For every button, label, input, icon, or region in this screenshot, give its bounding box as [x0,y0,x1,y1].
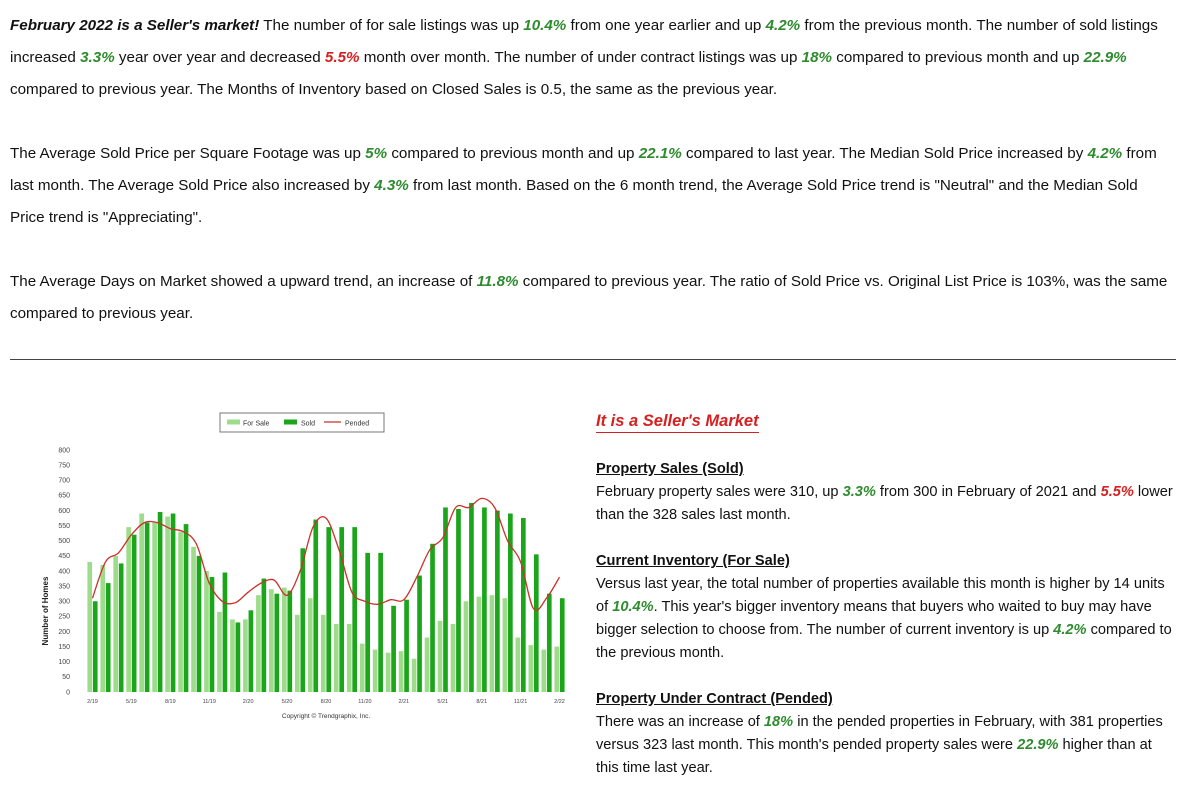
text: Versus last year, the total number of properties available this month is higher by 14 units of [596,576,1165,615]
text: February property sales were 310, up [596,484,843,500]
x-tick-label: 11/20 [358,699,372,705]
bar-for-sale [113,556,118,692]
bar-for-sale [204,571,209,692]
y-tick-label: 250 [58,613,70,621]
y-tick-label: 150 [58,643,70,651]
market-chart [36,410,576,730]
value-green: 3.3% [80,49,115,66]
bar-for-sale [230,619,235,692]
text: The number of for sale listings was up [259,17,524,34]
y-tick-label: 750 [58,462,70,470]
value-green: 22.9% [1083,49,1127,66]
text: from last month. Based on the 6 month trend, the Average Sold Price trend is "Neutral" and the Median Sold Price trend is "Appreciating". [10,177,1138,226]
y-tick-label: 800 [58,447,70,455]
section-current-inventory [596,550,1176,665]
bar-for-sale [360,644,365,692]
summary-paragraph-days-on-market [10,266,1176,330]
bar-sold [275,594,280,692]
legend-label-pended: Pended [345,420,370,428]
horizontal-divider [10,359,1176,360]
y-tick-label: 50 [62,674,70,682]
text: compared to previous year. The Months of Inventory based on Closed Sales is 0.5, the same as the previous year. [10,81,778,98]
bar-sold [287,591,292,692]
bar-for-sale [139,514,144,692]
x-tick-label: 8/21 [476,699,488,705]
y-tick-label: 300 [58,598,70,606]
summary-paragraph-price [10,138,1176,234]
bar-for-sale [451,624,456,692]
bar-for-sale [412,659,417,692]
bar-sold [326,527,331,692]
bar-for-sale [178,532,183,692]
text: . This year's bigger inventory means that buyers who waited to buy may have bigger selection to choose from. The number of current inventory is up [596,599,1152,638]
legend-label-sold: Sold [301,420,316,428]
bar-for-sale [308,598,313,692]
bar-sold [508,514,513,692]
text: There was an increase of [596,714,764,730]
chart-bars [87,503,564,692]
legend-swatch-for-sale [227,420,240,425]
bar-for-sale [425,638,430,692]
bar-for-sale [152,523,157,692]
bar-for-sale [373,650,378,692]
bar-sold [236,622,241,692]
chart-line [93,498,560,610]
bar-for-sale [541,650,546,692]
legend-label-for-sale: For Sale [243,420,270,428]
section-heading-inventory: Current Inventory (For Sale) [596,553,790,569]
x-tick-label: 8/19 [164,699,176,705]
text: The Average Days on Market showed a upward trend, an increase of [10,273,477,290]
y-tick-label: 0 [66,689,70,697]
bar-for-sale [100,565,105,692]
bar-sold [495,511,500,693]
x-tick-label: 2/22 [554,699,565,705]
x-tick-label: 5/21 [437,699,449,705]
bar-sold [93,601,98,692]
section-property-sales [596,458,1176,527]
bar-sold [456,509,461,692]
bar-sold [365,553,370,692]
value-green: 3.3% [842,484,876,500]
bar-sold [417,576,422,692]
x-tick-label: 5/19 [126,699,137,705]
x-tick-label: 2/21 [398,699,410,705]
value-green: 4.2% [765,17,801,34]
bar-for-sale [191,547,196,692]
bar-for-sale [87,562,92,692]
value-green: 11.8% [476,273,519,290]
text: higher than at this time last year. [596,737,1152,776]
bar-sold [430,544,435,692]
bar-sold [158,512,163,692]
bar-for-sale [321,615,326,692]
text: compared to the previous month. [596,622,1172,661]
value-green: 22.1% [638,145,682,162]
bar-sold [378,553,383,692]
value-green: 18% [763,714,794,730]
text: year over year and decreased [114,49,325,66]
y-tick-label: 700 [58,477,70,485]
chart-copyright: Copyright © Trendgraphix, Inc. [281,713,371,720]
y-tick-label: 100 [58,659,70,667]
y-tick-label: 550 [58,522,70,530]
y-axis-label: Number of Homes [41,576,50,646]
x-axis [87,699,565,705]
bar-for-sale [165,517,170,692]
text: lower than the 328 sales last month. [596,484,1173,523]
bar-sold [313,520,318,692]
bar-for-sale [386,653,391,692]
bar-sold [521,518,526,692]
bar-for-sale [243,619,248,692]
bar-sold [469,503,474,692]
bar-sold [391,606,396,692]
bar-for-sale [464,601,469,692]
bar-sold [210,577,215,692]
x-tick-label: 5/20 [281,699,293,705]
market-chart-svg [36,410,576,730]
bar-for-sale [347,624,352,692]
text: The Average Sold Price per Square Footage was up [10,145,366,162]
bar-for-sale [269,589,274,692]
value-red: 5.5% [1100,484,1134,500]
value-green: 5% [365,145,388,162]
bar-sold [404,600,409,692]
value-green: 18% [801,49,833,66]
text: from one year earlier and up [566,17,766,34]
text: from the previous month. The number of sold listings increased [10,17,1158,66]
bar-for-sale [282,588,287,692]
y-tick-label: 600 [58,507,70,515]
bar-sold [560,598,565,692]
bar-for-sale [295,615,300,692]
bar-for-sale [528,645,533,692]
x-tick-label: 8/20 [320,699,332,705]
bar-sold [197,556,202,692]
text: compared to previous month and up [387,145,639,162]
text: compared to last year. The Median Sold Price increased by [681,145,1088,162]
y-tick-label: 400 [58,568,70,576]
text: month over month. The number of under contract listings was up [359,49,802,66]
bar-for-sale [554,647,559,692]
bar-sold [534,554,539,692]
value-green: 10.4% [612,599,654,615]
market-details [596,410,1176,776]
value-green: 22.9% [1017,737,1059,753]
bar-sold [223,573,228,692]
x-tick-label: 2/20 [242,699,254,705]
text: compared to previous month and up [832,49,1084,66]
value-green: 4.2% [1087,145,1123,162]
y-tick-label: 500 [58,538,70,546]
summary-paragraph-market [10,10,1176,106]
y-tick-label: 350 [58,583,70,591]
y-tick-label: 200 [58,628,70,636]
chart-legend [220,413,384,432]
market-title: It is a Seller's Market [596,410,759,433]
bar-sold [482,507,487,692]
summary-lead: February 2022 is a Seller's market! [10,17,260,34]
text: in the pended properties in February, with 381 properties versus 323 last month. This month's pended property sales were [596,714,1163,753]
section-heading-pended: Property Under Contract (Pended) [596,691,833,707]
y-axis [58,447,70,696]
bar-for-sale [516,638,521,692]
x-tick-label: 11/21 [513,699,528,705]
bar-sold [145,523,150,692]
bar-sold [171,514,176,692]
value-red: 5.5% [324,49,360,66]
section-heading-sold: Property Sales (Sold) [596,461,744,477]
bar-sold [106,583,111,692]
value-green: 4.3% [374,177,409,194]
x-tick-label: 2/19 [87,699,98,705]
y-tick-label: 450 [58,553,70,561]
bar-for-sale [256,595,261,692]
line-pended [93,498,560,610]
bar-sold [184,524,189,692]
text: from last month. The Average Sold Price also increased by [10,145,1157,194]
section-under-contract [596,688,1176,780]
text: from 300 in February of 2021 and [875,484,1101,500]
value-green: 4.2% [1053,622,1087,638]
bar-sold [249,610,254,692]
bar-for-sale [399,651,404,692]
text: compared to previous year. The ratio of Sold Price vs. Original List Price is 103%, was the same compared to previous year. [10,273,1168,322]
bar-sold [547,594,552,692]
bar-for-sale [217,612,222,692]
bar-for-sale [503,598,508,692]
bar-sold [352,527,357,692]
bar-sold [119,563,124,692]
value-green: 10.4% [523,17,567,34]
bar-for-sale [438,621,443,692]
y-tick-label: 650 [58,492,70,500]
bar-for-sale [490,595,495,692]
bar-sold [262,579,267,692]
x-tick-label: 11/19 [202,699,216,705]
bar-for-sale [126,527,131,692]
bar-for-sale [477,597,482,692]
bar-sold [132,535,137,692]
legend-swatch-sold [284,420,297,425]
bar-for-sale [334,624,339,692]
